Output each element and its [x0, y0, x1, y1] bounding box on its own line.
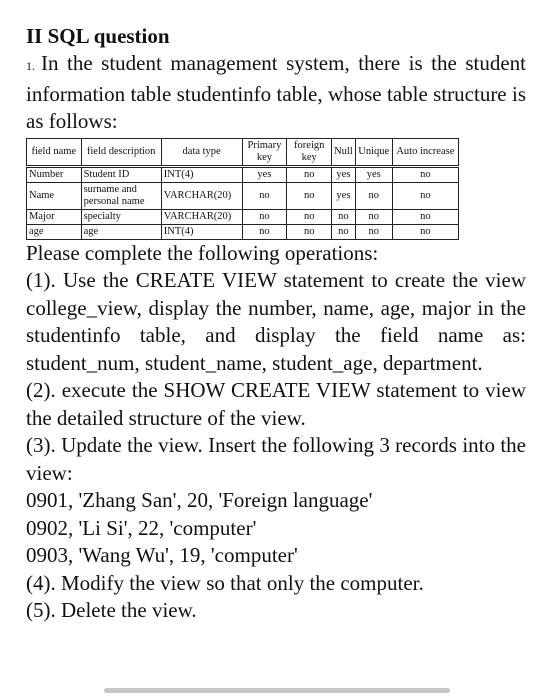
- table-cell: yes: [332, 182, 356, 209]
- instruction-text: Please complete the following operations:: [26, 240, 379, 265]
- table-header-row: [27, 138, 459, 166]
- step-item: (1). Use the CREATE VIEW statement to create the view college_view, display the number, name, age, major in the studentinfo table, and display the field name as: student_num, student_name, student_age, department.: [26, 268, 526, 375]
- question-body: [26, 240, 526, 625]
- table-cell: no: [332, 209, 356, 224]
- table-row: [27, 224, 459, 239]
- table-header-cell: Primary key: [242, 138, 287, 166]
- step-item: (2). execute the SHOW CREATE VIEW statement to view the detailed structure of the view.: [26, 378, 526, 430]
- step-item: (5). Delete the view.: [26, 598, 197, 622]
- section-heading: II SQL question: [26, 24, 170, 48]
- table-cell: no: [355, 182, 392, 209]
- table-row: [27, 182, 459, 209]
- table-cell: no: [355, 209, 392, 224]
- question-number: 1.: [26, 59, 35, 73]
- table-cell: Name: [27, 182, 82, 209]
- table-cell: surname and personal name: [81, 182, 161, 209]
- document-page: [26, 22, 526, 625]
- table-cell: age: [27, 224, 82, 239]
- record-line: 0903, 'Wang Wu', 19, 'computer': [26, 543, 298, 567]
- table-cell: no: [287, 209, 332, 224]
- table-cell: specialty: [81, 209, 161, 224]
- table-cell: no: [392, 209, 458, 224]
- table-cell: no: [242, 182, 287, 209]
- table-cell: no: [355, 224, 392, 239]
- table-cell: VARCHAR(20): [161, 182, 242, 209]
- table-cell: Major: [27, 209, 82, 224]
- table-header-cell: data type: [161, 138, 242, 166]
- table-row: [27, 166, 459, 182]
- table-row: [27, 209, 459, 224]
- table-cell: no: [287, 166, 332, 182]
- table-cell: no: [287, 182, 332, 209]
- table-cell: yes: [355, 166, 392, 182]
- table-cell: no: [392, 166, 458, 182]
- table-cell: no: [242, 224, 287, 239]
- question-intro: [26, 50, 526, 136]
- table-cell: no: [287, 224, 332, 239]
- table-cell: yes: [242, 166, 287, 182]
- table-cell: Number: [27, 166, 82, 182]
- step-item: (4). Modify the view so that only the computer.: [26, 570, 424, 595]
- table-cell: Student ID: [81, 166, 161, 182]
- table-cell: yes: [332, 166, 356, 182]
- table-cell: INT(4): [161, 224, 242, 239]
- table-cell: no: [332, 224, 356, 239]
- table-header-cell: foreign key: [287, 138, 332, 166]
- table-cell: VARCHAR(20): [161, 209, 242, 224]
- home-indicator-bar[interactable]: [104, 688, 450, 693]
- table-cell: no: [392, 182, 458, 209]
- question-intro-text: In the student management system, there is the student information table studentinfo table, whose table structure is as follows:: [26, 51, 526, 133]
- record-line: 0901, 'Zhang San', 20, 'Foreign language': [26, 488, 373, 512]
- table-header-cell: field name: [27, 138, 82, 166]
- table-cell: no: [392, 224, 458, 239]
- table-header-cell: field description: [81, 138, 161, 166]
- table-cell: no: [242, 209, 287, 224]
- table-cell: INT(4): [161, 166, 242, 182]
- record-line: 0902, 'Li Si', 22, 'computer': [26, 515, 257, 540]
- table-header-cell: Unique: [355, 138, 392, 166]
- table-header-cell: Auto increase: [392, 138, 458, 166]
- studentinfo-structure-table: [26, 138, 459, 240]
- table-header-cell: Null: [332, 138, 356, 166]
- table-cell: age: [81, 224, 161, 239]
- step-item: (3). Update the view. Insert the following 3 records into the view:: [26, 433, 526, 485]
